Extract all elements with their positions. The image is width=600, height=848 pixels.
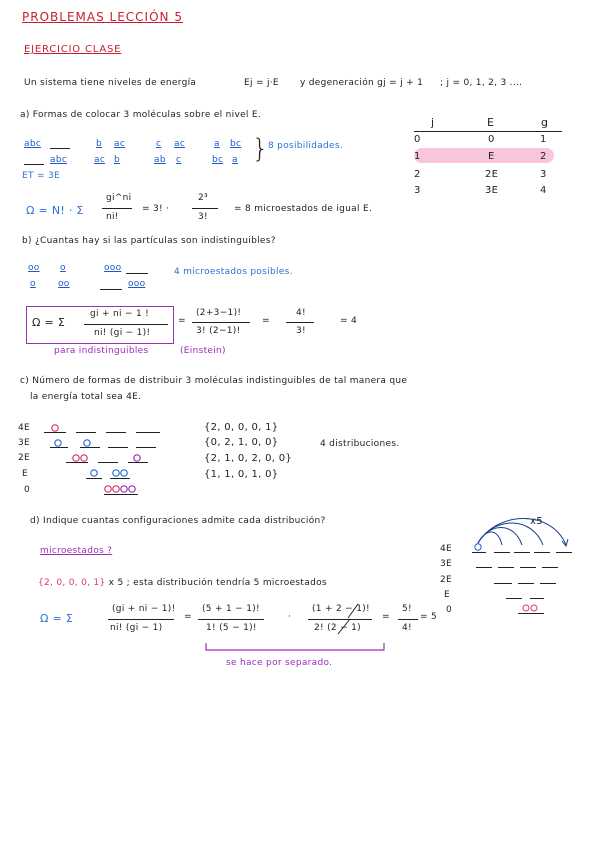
omega-lhs: Ω = Σ — [40, 612, 74, 625]
frac-denominator: 3! — [198, 212, 208, 222]
table-cell: 0 — [414, 134, 421, 145]
level-label: 0 — [24, 485, 31, 495]
level-label: 2E — [440, 575, 453, 585]
frac-numerator: gi^ni — [106, 193, 132, 203]
distribution-set: {2, 0, 0, 0, 1} — [38, 578, 106, 588]
total-energy: ET = 3E — [22, 171, 60, 181]
table-cell: 1 — [414, 151, 421, 162]
frac-numerator: (gi + ni − 1)! — [112, 604, 176, 614]
arrangement-cell: bc — [212, 155, 224, 165]
table-cell: 3 — [414, 185, 421, 196]
frac-numerator: (1 + 2 − 1)! — [312, 604, 370, 614]
particle-group: oo — [28, 263, 40, 273]
eq-text: = 3! · — [142, 204, 170, 214]
table-header: E — [487, 116, 495, 129]
arrangement-cell: a — [232, 155, 238, 165]
result-text: = 8 microestados de igual E. — [234, 204, 373, 214]
omega-lhs: Ω = N! · Σ — [26, 204, 84, 217]
underbrace — [206, 643, 384, 650]
equals-sign: = — [382, 612, 390, 622]
part-b-question: b) ¿Cuantas hay si las partículas son indistinguibles? — [22, 236, 276, 246]
possibilities-label: 8 posibilidades. — [268, 141, 344, 151]
part-a-question: a) Formas de colocar 3 moléculas sobre el nivel E. — [20, 110, 262, 120]
table-cell: 3E — [485, 185, 499, 196]
table-cell: E — [488, 151, 495, 162]
table-cell: 4 — [540, 185, 547, 196]
distribution-item: {1, 1, 0, 1, 0} — [204, 469, 279, 480]
particle-group: o — [30, 279, 36, 289]
level-label: E — [22, 469, 28, 479]
curly-brace: } — [252, 134, 269, 164]
arrangement-cell: a — [214, 139, 220, 149]
equals-sign: = — [262, 316, 270, 326]
frac-numerator: (5 + 1 − 1)! — [202, 604, 260, 614]
level-label: 4E — [440, 544, 453, 554]
frac-denominator: 4! — [402, 623, 412, 633]
part-c-question: c) Número de formas de distribuir 3 moléculas indistinguibles de tal manera que — [20, 376, 408, 386]
frac-denominator: 3! — [296, 326, 306, 336]
distribution-item: {0, 2, 1, 0, 0} — [204, 437, 279, 448]
particle-group: o — [60, 263, 66, 273]
distribution-item: {2, 0, 0, 0, 1} — [204, 422, 279, 433]
separate-note: se hace por separado. — [226, 658, 333, 668]
table-cell: 2 — [540, 151, 547, 162]
arrangement-cell: b — [114, 155, 121, 165]
arrangement-cell: b — [96, 139, 103, 149]
intro-energy: Ej = j·E — [244, 78, 279, 88]
frac-numerator: gi + ni − 1 ! — [90, 309, 150, 319]
intro-system: Un sistema tiene niveles de energía — [24, 78, 197, 88]
level-label: 4E — [18, 423, 31, 433]
table-cell: 1 — [540, 134, 547, 145]
arrangement-cell: abc — [24, 139, 42, 149]
particle-group: oo — [58, 279, 70, 289]
equals-sign: = — [184, 612, 192, 622]
arrangement-cell: ac — [94, 155, 106, 165]
level-label: 2E — [18, 453, 31, 463]
frac-numerator: 4! — [296, 308, 306, 318]
dot-operator: · — [288, 612, 292, 622]
distributions-count: 4 distribuciones. — [320, 439, 400, 449]
arrangement-cell: c — [156, 139, 162, 149]
note-indistinguishable: para indistinguibles — [54, 346, 149, 356]
frac-numerator: 2³ — [198, 193, 208, 203]
multiplier-label: x5 — [530, 516, 543, 527]
table-cell: 3 — [540, 169, 547, 180]
table-cell: 2 — [414, 169, 421, 180]
table-header: j — [431, 116, 435, 129]
microstates-question: microestados ? — [40, 546, 113, 556]
frac-denominator: 1! (5 − 1)! — [206, 623, 257, 633]
table-cell: 0 — [488, 134, 495, 145]
table-header: g — [541, 116, 549, 129]
intro-degeneracy: y degeneración gj = j + 1 — [300, 78, 424, 88]
frac-denominator: ni! (gi − 1)! — [94, 328, 151, 338]
intro-j-values: ; j = 0, 1, 2, 3 .... — [440, 78, 523, 88]
level-label: 3E — [18, 438, 31, 448]
cancel-slash — [338, 619, 350, 634]
equals-sign: = — [178, 316, 186, 326]
arrangement-cell: abc — [50, 155, 68, 165]
result-text: = 4 — [340, 316, 358, 326]
part-c-question-cont: la energía total sea 4E. — [30, 392, 142, 402]
arrangement-cell: ac — [174, 139, 186, 149]
frac-numerator: 5! — [402, 604, 412, 614]
level-label: 3E — [440, 559, 453, 569]
frac-denominator: ni! — [106, 212, 119, 222]
arrangement-cell: c — [176, 155, 182, 165]
omega-lhs: Ω = Σ — [32, 316, 66, 329]
frac-denominator: 2! (2 − 1) — [314, 623, 361, 633]
arrangement-cell: ab — [154, 155, 166, 165]
table-cell: 2E — [485, 169, 499, 180]
particle-group: ooo — [104, 263, 122, 273]
frac-denominator: 3! (2−1)! — [196, 326, 241, 336]
page-title: PROBLEMAS LECCIÓN 5 — [22, 10, 183, 24]
result-text: = 5 — [420, 612, 438, 622]
frac-numerator: (2+3−1)! — [196, 308, 242, 318]
level-label: E — [444, 590, 450, 600]
note-einstein: (Einstein) — [180, 346, 226, 356]
level-label: 0 — [446, 605, 453, 615]
distribution-item: {2, 1, 0, 2, 0, 0} — [204, 453, 293, 464]
microstates-label: 4 microestados posibles. — [174, 267, 293, 277]
section-title: EJERCICIO CLASE — [24, 44, 122, 55]
particle-group: ooo — [128, 279, 146, 289]
frac-denominator: ni! (gi − 1) — [110, 623, 163, 633]
arrangement-cell: ac — [114, 139, 126, 149]
distribution-statement-text: x 5 ; esta distribución tendría 5 microestados — [108, 578, 327, 588]
arrangement-cell: bc — [230, 139, 242, 149]
cancel-slash — [348, 604, 358, 618]
part-d-question: d) Indique cuantas configuraciones admite cada distribución? — [30, 516, 326, 526]
